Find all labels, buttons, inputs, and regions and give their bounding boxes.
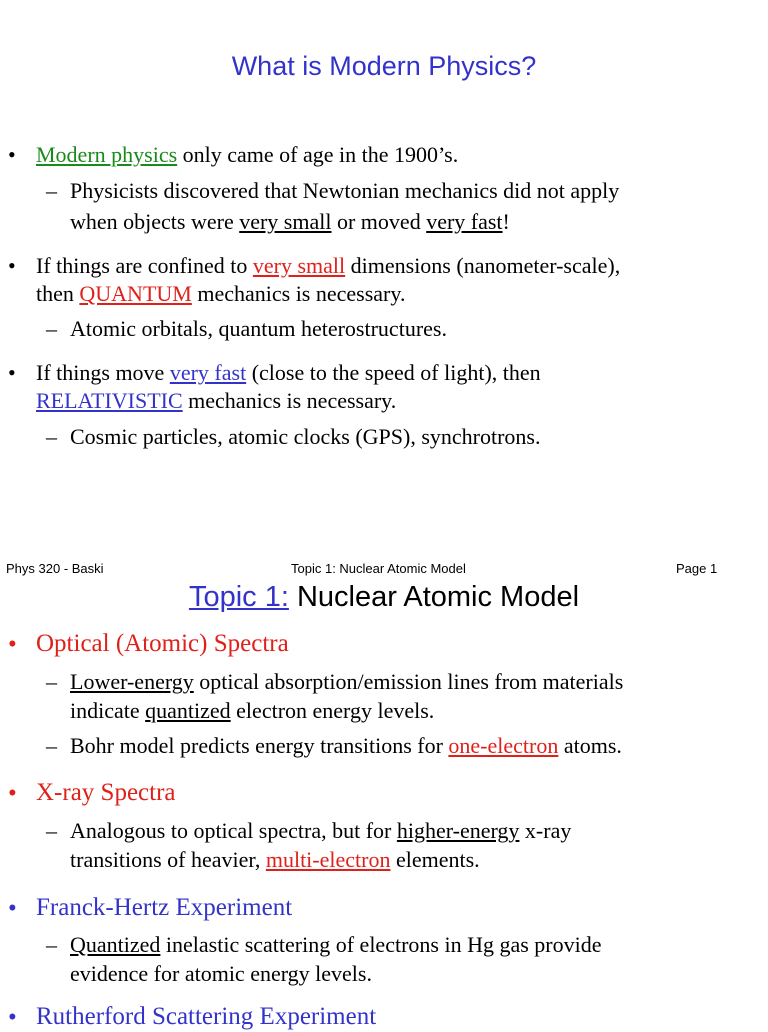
- bullet-icon: •: [8, 631, 17, 658]
- footer-page: Page 1: [676, 561, 718, 576]
- term-modern-physics: Modern physics: [36, 142, 178, 167]
- sub-bullet-line: when objects were very small or moved very fast!: [70, 209, 510, 234]
- dash-icon: –: [46, 818, 57, 843]
- title-link[interactable]: Topic 1:: [188, 581, 289, 613]
- sub-bullet-line: evidence for atomic energy levels.: [70, 961, 372, 986]
- dash-icon: –: [46, 178, 57, 203]
- section-heading: Optical (Atomic) Spectra: [36, 630, 289, 657]
- bullet-text: then QUANTUM mechanics is necessary.: [36, 281, 406, 306]
- dash-icon: –: [46, 669, 57, 694]
- bullet-text: If things are confined to very small dimensions (nanometer-scale),: [36, 253, 621, 278]
- section-heading: Franck-Hertz Experiment: [36, 894, 293, 921]
- section-heading: X-ray Spectra: [36, 779, 176, 806]
- bullet-icon: •: [8, 142, 16, 167]
- sub-bullet-line: Quantized inelastic scattering of electrons in Hg gas provide: [70, 932, 602, 957]
- sub-bullet-line: transitions of heavier, multi-electron elements.: [70, 847, 480, 872]
- footer-topic: Topic 1: Nuclear Atomic Model: [291, 561, 466, 576]
- section-heading: Rutherford Scattering Experiment: [36, 1003, 377, 1030]
- bullet-icon: •: [8, 1004, 17, 1031]
- dash-icon: –: [46, 733, 57, 758]
- dash-icon: –: [46, 424, 57, 449]
- sub-bullet-line: indicate quantized electron energy levels.: [70, 698, 435, 723]
- bullet-text: If things move very fast (close to the speed of light), then: [36, 360, 541, 385]
- slide-title: Topic 1: Nuclear Atomic Model: [188, 581, 580, 613]
- sub-bullet-line: Analogous to optical spectra, but for higher-energy x-ray: [70, 818, 572, 843]
- bullet-icon: •: [8, 360, 16, 385]
- bullet-text: RELATIVISTIC mechanics is necessary.: [36, 388, 397, 413]
- sub-bullet-line: Cosmic particles, atomic clocks (GPS), synchrotrons.: [70, 424, 541, 449]
- sub-bullet-line: Bohr model predicts energy transitions for one-electron atoms.: [70, 733, 622, 758]
- dash-icon: –: [46, 932, 57, 957]
- bullet-icon: •: [8, 253, 16, 278]
- sub-bullet-line: Lower-energy optical absorption/emission lines from materials: [70, 669, 624, 694]
- dash-icon: –: [46, 316, 57, 341]
- sub-bullet-line: Atomic orbitals, quantum heterostructures.: [70, 316, 447, 341]
- footer-course: Phys 320 - Baski: [6, 561, 104, 576]
- sub-bullet-line: Physicists discovered that Newtonian mechanics did not apply: [70, 178, 620, 203]
- bullet-icon: •: [8, 780, 17, 807]
- slide-title: What is Modern Physics?: [231, 51, 537, 81]
- bullet-text: Modern physics only came of age in the 1900’s.: [36, 142, 459, 167]
- bullet-icon: •: [8, 895, 17, 922]
